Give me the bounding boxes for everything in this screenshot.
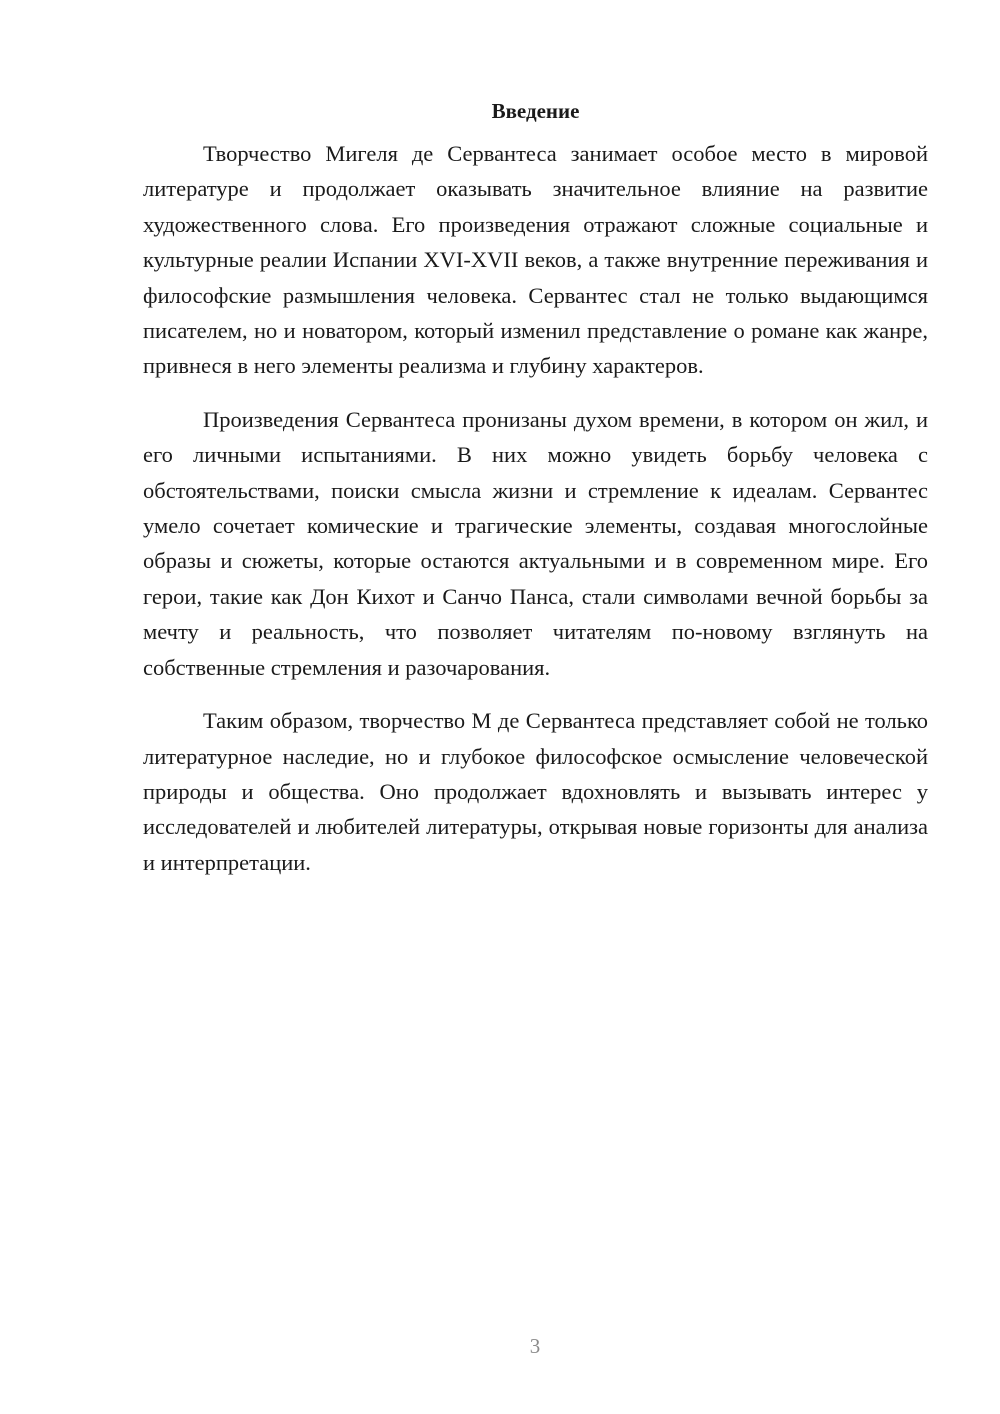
paragraph-1: Творчество Мигеля де Сервантеса занимает особое место в мировой литературе и продолжает оказывать значительное влияние на развитие художественного слова. Его произведения отражают сложные социальные и культурные реалии Испании XVI-XVII веков, а также внутренние переживания и философские размышления человека. Сервантес стал не только выдающимся писателем, но и новатором, который изменил представление о романе как жанре, привнеся в него элементы реализма и глубину характеров. <box>143 141 928 379</box>
page-number: 3 <box>529 1334 541 1358</box>
section-heading: Введение <box>491 99 580 123</box>
paragraph-3: Таким образом, творчество М де Сервантеса представляет собой не только литературное наследие, но и глубокое философское осмысление человеческой природы и общества. Оно продолжает вдохновлять и вызывать интерес у исследователей и любителей литературы, открывая новые горизонты для анализа и интерпретации. <box>143 708 928 875</box>
page-content <box>143 96 928 898</box>
paragraph-2: Произведения Сервантеса пронизаны духом времени, в котором он жил, и его личными испытаниями. В них можно увидеть борьбу человека с обстоятельствами, поиски смысла жизни и стремление к идеалам. Сервантес умело сочетает комические и трагические элементы, создавая многослойные образы и сюжеты, которые остаются актуальными и в современном мире. Его герои, такие как Дон Кихот и Санчо Панса, стали символами вечной борьбы за мечту и реальность, что позволяет читателям по-новому взглянуть на собственные стремления и разочарования. <box>143 406 928 680</box>
